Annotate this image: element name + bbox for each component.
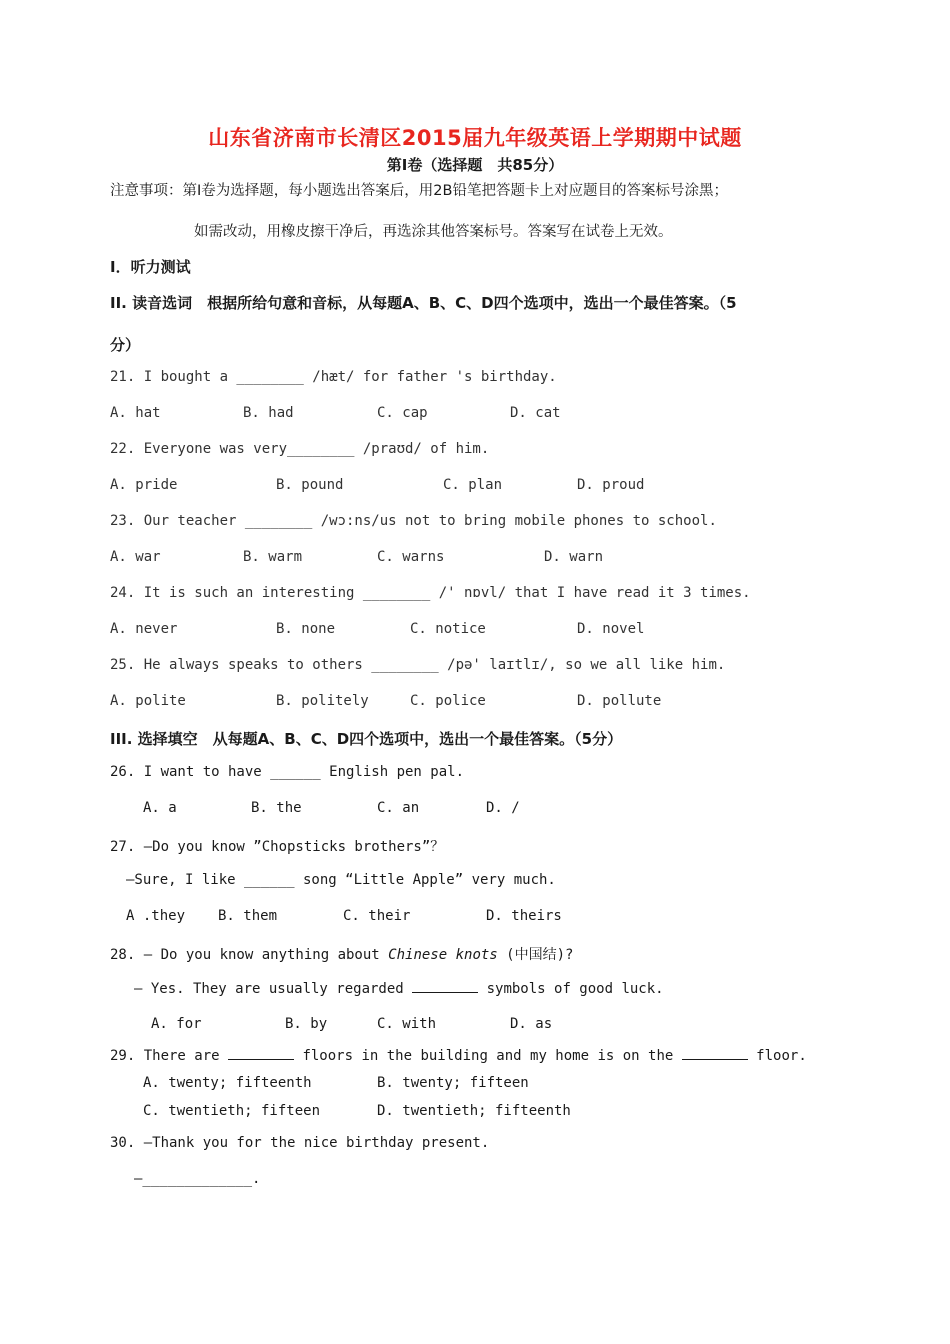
q21-option-b: B. had (243, 405, 294, 421)
section-2-heading-cont: 分） (110, 336, 141, 354)
q25-option-d: D. pollute (577, 693, 662, 709)
answer-blank-1 (228, 1047, 294, 1060)
question-21: 21. I bought a ________ /hæt/ for father 's birthday. (110, 369, 557, 385)
question-28: 28. — Do you know anything about Chinese knots (中国结)? (110, 947, 574, 963)
q26-option-d: D. / (486, 800, 520, 816)
question-25: 25. He always speaks to others ________ /pə' laɪtlɪ/, so we all like him. (110, 657, 726, 673)
q24-option-d: D. novel (577, 621, 645, 637)
question-30: 30. —Thank you for the nice birthday present. (110, 1135, 490, 1151)
question-24: 24. It is such an interesting ________ /' nɒvl/ that I have read it 3 times. (110, 585, 751, 601)
question-28-reply: — Yes. They are usually regarded symbols of good luck. (134, 981, 664, 997)
q28-option-a: A. for (151, 1016, 202, 1032)
q22-option-b: B. pound (276, 477, 344, 493)
q23-option-c: C. warns (377, 549, 445, 565)
q29-option-b: B. twenty; fifteen (377, 1075, 529, 1091)
q29-option-a: A. twenty; fifteenth (143, 1075, 312, 1091)
question-30-reply: —_____________. (134, 1171, 261, 1187)
q26-option-a: A. a (143, 800, 177, 816)
q25-option-b: B. politely (276, 693, 369, 709)
q21-option-d: D. cat (510, 405, 561, 421)
q24-option-c: C. notice (410, 621, 486, 637)
q22-option-c: C. plan (443, 477, 503, 493)
question-27: 27. —Do you know ”Chopsticks brothers”？ (110, 839, 445, 855)
page-subtitle: 第Ⅰ卷（选择题 共85分） (386, 156, 564, 174)
question-22: 22. Everyone was very________ /praʊd/ of him. (110, 441, 490, 457)
question-23: 23. Our teacher ________ /wɔ:ns/us not to bring mobile phones to school. (110, 513, 717, 529)
q26-option-b: B. the (251, 800, 302, 816)
q27-option-b: B. them (218, 908, 278, 924)
question-27-reply: —Sure, I like ______ song “Little Apple” very much. (126, 872, 556, 888)
q28-option-d: D. as (510, 1016, 553, 1032)
q23-option-b: B. warm (243, 549, 303, 565)
q22-option-a: A. pride (110, 477, 178, 493)
q22-option-d: D. proud (577, 477, 645, 493)
q28-option-c: C. with (377, 1016, 437, 1032)
answer-blank-2 (682, 1047, 748, 1060)
q21-option-a: A. hat (110, 405, 161, 421)
q29-option-c: C. twentieth; fifteen (143, 1103, 321, 1119)
chinese-knots-term: Chinese knots (388, 947, 498, 963)
q28-option-b: B. by (285, 1016, 328, 1032)
q24-option-a: A. never (110, 621, 178, 637)
answer-blank (412, 980, 478, 993)
q23-option-d: D. warn (544, 549, 604, 565)
q29-option-d: D. twentieth; fifteenth (377, 1103, 571, 1119)
question-29: 29. There are floors in the building and my home is on the floor. (110, 1048, 807, 1064)
q26-option-c: C. an (377, 800, 420, 816)
q23-option-a: A. war (110, 549, 161, 565)
section-3-heading: III. 选择填空 从每题A、B、C、D四个选项中，选出一个最佳答案。（5分） (110, 730, 623, 748)
q25-option-c: C. police (410, 693, 486, 709)
q27-option-c: C. their (343, 908, 411, 924)
question-26: 26. I want to have ______ English pen pal. (110, 764, 465, 780)
notice-line-1: 注意事项：第Ⅰ卷为选择题，每小题选出答案后，用2B铅笔把答题卡上对应题目的答案标号涂黑； (110, 183, 728, 199)
q21-option-c: C. cap (377, 405, 428, 421)
notice-line-2: 如需改动，用橡皮擦干净后，再选涂其他答案标号。答案写在试卷上无效。 (194, 224, 673, 240)
q25-option-a: A. polite (110, 693, 186, 709)
section-2-heading: II. 读音选词 根据所给句意和音标，从每题A、B、C、D四个选项中，选出一个最佳答案。（5 (110, 294, 737, 312)
q27-option-a: A .they (126, 908, 186, 924)
q24-option-b: B. none (276, 621, 336, 637)
page-title: 山东省济南市长清区2015届九年级英语上学期期中试题 (208, 126, 742, 150)
section-1-heading: I．听力测试 (110, 258, 191, 276)
q27-option-d: D. theirs (486, 908, 562, 924)
